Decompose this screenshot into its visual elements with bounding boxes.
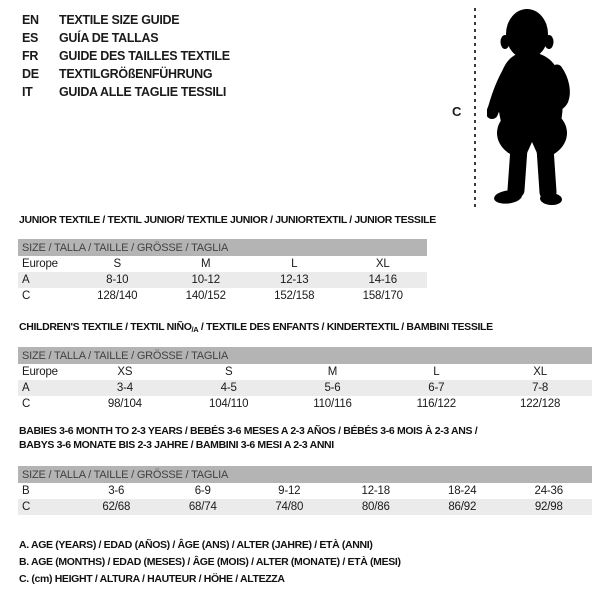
height-cell: 86/92	[448, 501, 477, 513]
size-cell: M	[327, 366, 338, 378]
row-label: Europe	[22, 366, 58, 378]
babies-size-table	[18, 466, 592, 515]
note-age-years: A. AGE (YEARS) / EDAD (AÑOS) / ÂGE (ANS) / ALTER (JAHRE) / ETÀ (ANNI)	[19, 539, 373, 551]
silhouette-leg-right	[545, 148, 548, 192]
row-label: A	[22, 382, 30, 394]
height-cell: 98/104	[107, 398, 142, 410]
silhouette-head	[506, 9, 548, 59]
height-cell: 152/158	[274, 290, 315, 302]
language-label: GUIDA ALLE TAGLIE TESSILI	[59, 85, 227, 99]
language-row-it	[22, 83, 230, 101]
age-cell: 12-18	[361, 485, 390, 497]
height-cell: 122/128	[520, 398, 561, 410]
note-age-months: B. AGE (MONTHS) / EDAD (MESES) / ÂGE (MOIS) / ALTER (MONATE) / ETÀ (MESI)	[19, 556, 401, 568]
size-cell: L	[433, 366, 440, 378]
language-code: FR	[22, 49, 39, 63]
age-cell: 5-6	[324, 382, 341, 394]
table-row-europe	[18, 364, 592, 380]
size-cell: M	[201, 258, 211, 270]
language-code: EN	[22, 13, 39, 27]
language-row-de	[22, 65, 230, 83]
height-cell: 92/98	[534, 501, 563, 513]
title-subscript: /A	[191, 325, 199, 334]
language-row-en	[22, 11, 230, 29]
size-cell: XS	[117, 366, 133, 378]
table-row-c	[18, 396, 592, 412]
height-cell: 74/80	[275, 501, 304, 513]
table-row-a	[18, 380, 592, 396]
language-label: TEXTILGRÖßENFÜHRUNG	[59, 67, 213, 81]
size-header-band: SIZE / TALLA / TAILLE / GRÖSSE / TAGLIA	[18, 466, 592, 483]
age-cell: 9-12	[278, 485, 301, 497]
title-text: / TEXTILE DES ENFANTS / KINDERTEXTIL / BAMBINI TESSILE	[198, 321, 493, 333]
age-cell: 14-16	[368, 274, 397, 286]
height-cell: 158/170	[362, 290, 403, 302]
age-cell: 8-10	[106, 274, 129, 286]
size-cell: S	[224, 366, 233, 378]
silhouette-ear-left	[501, 35, 510, 49]
height-cell: 104/110	[209, 398, 249, 410]
table-row-c	[18, 499, 592, 515]
height-cell: 80/86	[361, 501, 390, 513]
childrens-size-table	[18, 347, 592, 412]
table-row-c	[18, 288, 427, 304]
babies-title-line1: BABIES 3-6 MONTH TO 2-3 YEARS / BEBÉS 3-6 MESES A 2-3 AÑOS / BÉBÉS 3-6 MOIS À 2-3 ANS /	[19, 425, 478, 437]
language-list	[22, 11, 230, 101]
height-cell: 128/140	[97, 290, 138, 302]
language-row-es	[22, 29, 230, 47]
note-height-cm: C. (cm) HEIGHT / ALTURA / HAUTEUR / HÖHE / ALTEZZA	[19, 573, 285, 585]
language-code: DE	[22, 67, 39, 81]
height-cell: 68/74	[188, 501, 217, 513]
language-label: TEXTILE SIZE GUIDE	[59, 13, 180, 27]
row-label: B	[22, 485, 30, 497]
height-cell: 116/122	[416, 398, 456, 410]
age-cell: 10-12	[191, 274, 220, 286]
row-label: C	[22, 398, 31, 410]
size-header-band: SIZE / TALLA / TAILLE / GRÖSSE / TAGLIA	[18, 239, 427, 256]
junior-section-title: JUNIOR TEXTILE / TEXTIL JUNIOR/ TEXTILE JUNIOR / JUNIORTEXTIL / JUNIOR TESSILE	[19, 214, 436, 226]
table-row-europe	[18, 256, 427, 272]
age-cell: 24-36	[534, 485, 563, 497]
age-cell: 3-4	[116, 382, 133, 394]
height-cell: 140/152	[185, 290, 226, 302]
height-dashed-line	[474, 8, 476, 208]
table-row-b	[18, 483, 592, 499]
silhouette-leg-left	[516, 148, 519, 190]
language-label: GUIDE DES TAILLES TEXTILE	[59, 49, 230, 63]
language-label: GUÍA DE TALLAS	[59, 31, 159, 45]
language-row-fr	[22, 47, 230, 65]
legend-notes	[19, 539, 401, 590]
age-cell: 7-8	[532, 382, 549, 394]
babies-section-title	[19, 424, 477, 452]
language-code: IT	[22, 85, 33, 99]
row-label: Europe	[22, 258, 58, 270]
age-cell: 12-13	[280, 274, 309, 286]
age-cell: 6-7	[428, 382, 445, 394]
row-label: C	[22, 290, 31, 302]
size-cell: XL	[375, 258, 390, 270]
row-label: C	[22, 501, 31, 513]
age-cell: 3-6	[108, 485, 125, 497]
height-cell: 62/68	[102, 501, 131, 513]
size-cell: L	[291, 258, 298, 270]
size-header-band: SIZE / TALLA / TAILLE / GRÖSSE / TAGLIA	[18, 347, 592, 364]
age-cell: 18-24	[448, 485, 477, 497]
junior-size-table	[18, 239, 427, 304]
table-row-a	[18, 272, 427, 288]
age-cell: 6-9	[194, 485, 211, 497]
babies-title-line2: BABYS 3-6 MONATE BIS 2-3 JAHRE / BAMBINI 3-6 MESI A 2-3 ANNI	[19, 439, 334, 451]
height-cell: 110/116	[313, 398, 352, 410]
height-marker-label: C	[452, 104, 462, 119]
row-label: A	[22, 274, 30, 286]
language-code: ES	[22, 31, 39, 45]
size-cell: XL	[533, 366, 547, 378]
age-cell: 4-5	[220, 382, 237, 394]
silhouette-ear-right	[545, 35, 554, 49]
childrens-section-title	[19, 321, 493, 334]
size-cell: S	[113, 258, 121, 270]
toddler-silhouette-image	[487, 6, 597, 208]
title-text: CHILDREN'S TEXTILE / TEXTIL NIÑO	[19, 321, 192, 333]
